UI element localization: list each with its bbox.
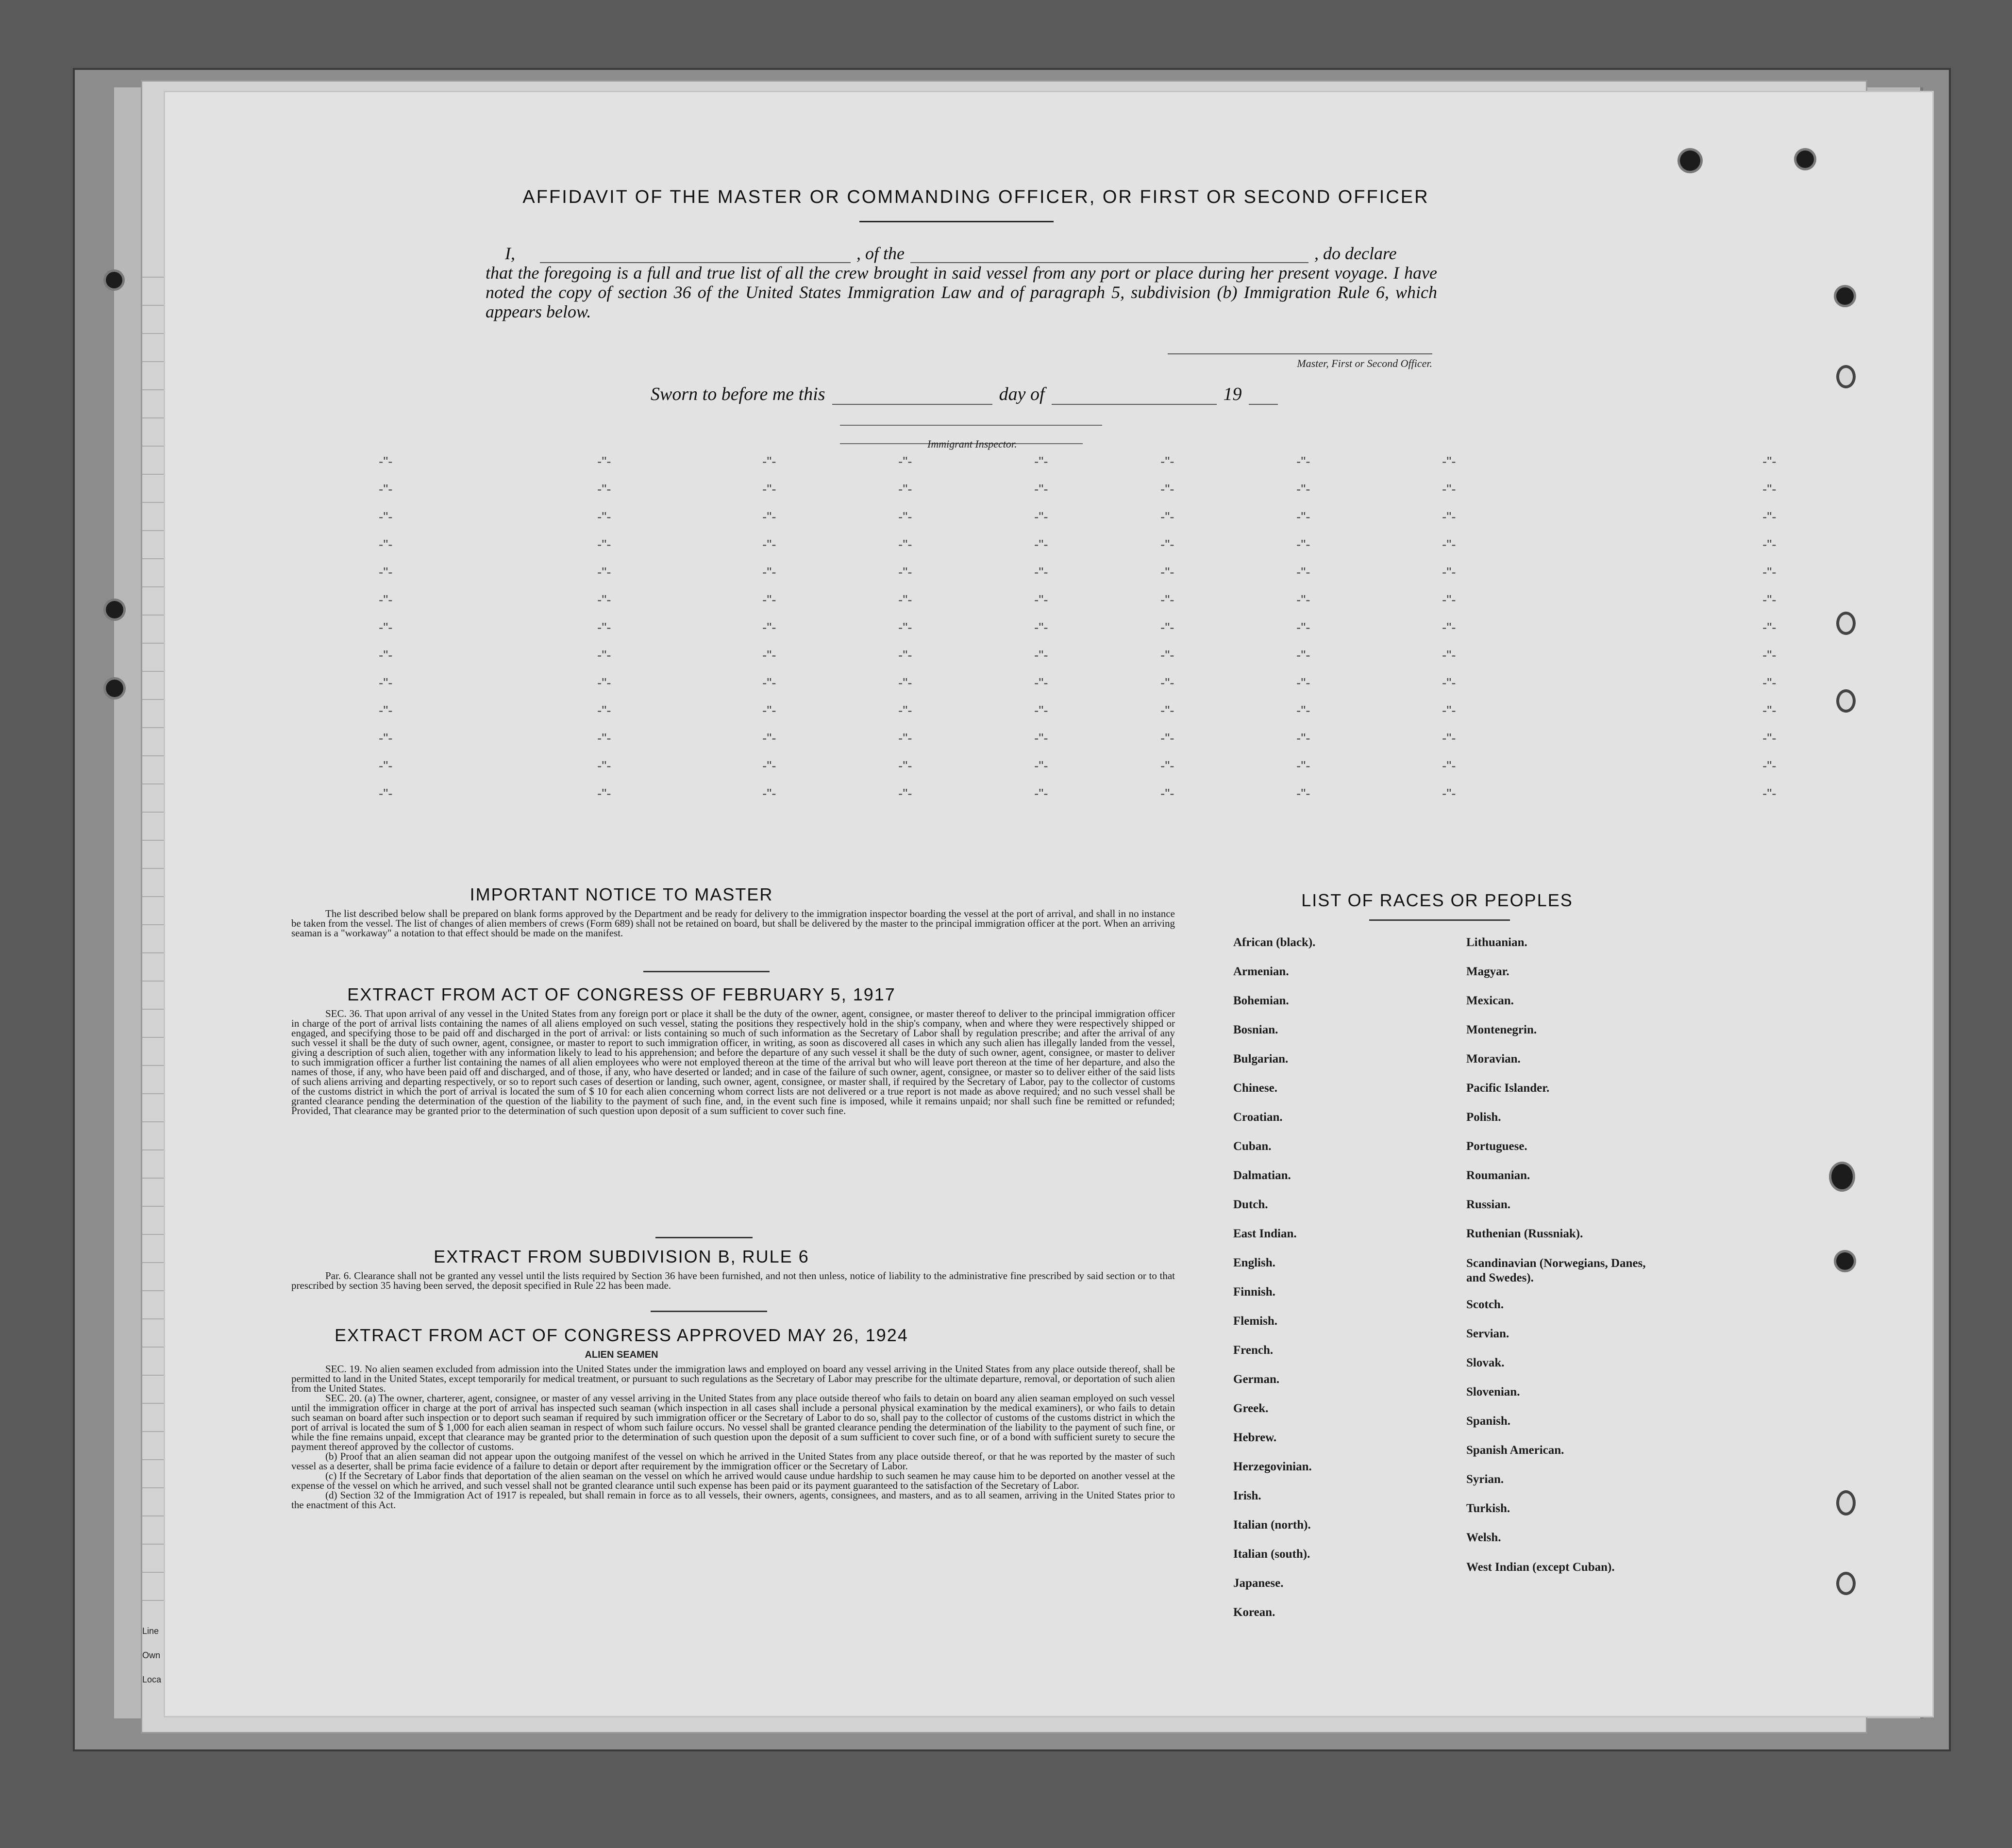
notice-paragraph: The list described below shall be prepared on blank forms approved by the Department and be ready for delivery to the immigration inspector boarding the vessel at the port of arrival, and shall in no instance be taken from the vessel. The list of changes of alien members of crews (Form 689) shall not be retained on board, but shall be delivered by the master to the principal immigration officer at the port. When an arriving seaman is a "workaway" a notation to that effect should be made on the manifest. xyxy=(291,908,1175,939)
race-item: Portuguese. xyxy=(1466,1140,1527,1153)
ditto-mark: -"- xyxy=(1296,786,1310,801)
ditto-mark: -"- xyxy=(762,454,776,469)
ditto-mark: -"- xyxy=(597,648,611,663)
strip-row-line xyxy=(142,389,167,390)
ditto-mark: -"- xyxy=(379,620,393,635)
extract-1924-para-4: (c) If the Secretary of Labor finds that deportation of the alien seaman on the vessel on which he arrived would cause undue hardship to such seamen he may cause him to be deported on another vessel at the expense of the vessel on which he arrived, and such vessel shall not be granted clearance until such expense has been paid or its payment guaranteed to the satisfaction of the Secretary of Labor. xyxy=(291,1470,1175,1491)
race-item: Armenian. xyxy=(1233,965,1289,978)
extract-1924-title: EXTRACT FROM ACT OF CONGRESS APPROVED MAY 26, 1924 xyxy=(335,1325,908,1345)
race-item: Chinese. xyxy=(1233,1082,1277,1095)
ditto-mark: -"- xyxy=(1762,482,1777,497)
extract-1917-title: EXTRACT FROM ACT OF CONGRESS OF FEBRUARY 5, 1917 xyxy=(347,984,896,1004)
strip-row-line xyxy=(142,446,167,447)
race-item: Welsh. xyxy=(1466,1531,1501,1544)
margin-location-label: Loca xyxy=(142,1675,162,1684)
ditto-mark: -"- xyxy=(1762,675,1777,690)
ditto-mark: -"- xyxy=(1296,731,1310,746)
ditto-mark: -"- xyxy=(1762,786,1777,801)
ditto-mark: -"- xyxy=(597,537,611,552)
ditto-mark: -"- xyxy=(1296,758,1310,773)
ditto-mark: -"- xyxy=(1442,537,1456,552)
strip-row-line xyxy=(142,1459,167,1460)
ditto-mark: -"- xyxy=(1160,731,1174,746)
ditto-mark: -"- xyxy=(898,675,912,690)
ditto-mark: -"- xyxy=(597,509,611,524)
ditto-mark: -"- xyxy=(1296,454,1310,469)
races-title: LIST OF RACES OR PEOPLES xyxy=(1301,890,1573,910)
inspector-label: Immigrant Inspector. xyxy=(927,438,1017,450)
race-item: Montenegrin. xyxy=(1466,1023,1537,1036)
race-item: Lithuanian. xyxy=(1466,936,1527,949)
punch-hole-ring xyxy=(1836,612,1856,635)
punch-hole xyxy=(1680,150,1700,171)
ditto-mark: -"- xyxy=(597,731,611,746)
ditto-mark: -"- xyxy=(597,703,611,718)
strip-row-line xyxy=(142,1487,167,1488)
ditto-mark: -"- xyxy=(898,758,912,773)
punch-hole xyxy=(106,272,122,288)
ditto-mark: -"- xyxy=(1034,620,1048,635)
race-item: Italian (north). xyxy=(1233,1518,1311,1532)
ditto-mark: -"- xyxy=(1034,648,1048,663)
strip-row-line xyxy=(142,1347,167,1348)
race-item: Syrian. xyxy=(1466,1473,1504,1486)
ditto-mark: -"- xyxy=(762,731,776,746)
signature-label: Master, First or Second Officer. xyxy=(1297,357,1432,369)
strip-row-line xyxy=(142,1206,167,1207)
extract-1924-para-5: (d) Section 32 of the Immigration Act of 1917 is repealed, but shall remain in force as to all vessels, their owners, agents, consignees, and masters, and as to all seamen, arriving in the United States prior to the enactment of this Act. xyxy=(291,1489,1175,1511)
ditto-mark: -"- xyxy=(898,786,912,801)
strip-row-line xyxy=(142,615,167,616)
race-item: Dutch. xyxy=(1233,1198,1268,1211)
strip-row-line xyxy=(142,1178,167,1179)
ditto-mark: -"- xyxy=(898,565,912,580)
ditto-mark: -"- xyxy=(1160,786,1174,801)
ditto-mark: -"- xyxy=(1160,509,1174,524)
ditto-mark: -"- xyxy=(1762,731,1777,746)
ditto-mark: -"- xyxy=(379,675,393,690)
extract-1924-para-1: SEC. 19. No alien seamen excluded from admission into the United States under the immigration laws and employed on board any vessel arriving in the United States from any place outside thereof, shall be permitted to land in the United States, except temporarily for medical treatment, or pursuant to such regulations as the Secretary of Labor may prescribe for the ultimate departure, removal, or deportation of such alien from the United States. xyxy=(291,1363,1175,1394)
ditto-mark: -"- xyxy=(1160,482,1174,497)
ditto-mark: -"- xyxy=(762,786,776,801)
ditto-mark: -"- xyxy=(379,565,393,580)
year-prefix: 19 xyxy=(1223,384,1242,404)
ditto-mark: -"- xyxy=(1442,703,1456,718)
ditto-mark: -"- xyxy=(379,537,393,552)
ditto-mark: -"- xyxy=(1034,537,1048,552)
affidavit-do-declare: , do declare xyxy=(1314,244,1397,263)
strip-row-line xyxy=(142,671,167,672)
strip-row-line xyxy=(142,1572,167,1573)
ditto-mark: -"- xyxy=(597,620,611,635)
race-item: West Indian (except Cuban). xyxy=(1466,1561,1615,1574)
ditto-mark: -"- xyxy=(1034,786,1048,801)
strip-row-line xyxy=(142,755,167,756)
ditto-mark: -"- xyxy=(597,482,611,497)
strip-row-line xyxy=(142,333,167,334)
ditto-mark: -"- xyxy=(1442,786,1456,801)
ditto-mark: -"- xyxy=(1160,565,1174,580)
race-item: Korean. xyxy=(1233,1606,1275,1619)
strip-row-line xyxy=(142,1544,167,1545)
strip-row-line xyxy=(142,1431,167,1432)
strip-row-line xyxy=(142,812,167,813)
ditto-mark: -"- xyxy=(1442,482,1456,497)
ditto-mark: -"- xyxy=(1034,675,1048,690)
strip-row-line xyxy=(142,1262,167,1263)
race-item: Irish. xyxy=(1233,1489,1261,1502)
extract-1917-rule xyxy=(655,1237,753,1238)
strip-row-line xyxy=(142,1037,167,1038)
punch-hole xyxy=(106,601,123,618)
strip-row-line xyxy=(142,277,167,278)
race-item: Slovenian. xyxy=(1466,1385,1520,1398)
ditto-mark: -"- xyxy=(379,592,393,607)
ditto-mark: -"- xyxy=(597,675,611,690)
ditto-mark: -"- xyxy=(1762,758,1777,773)
margin-line-label: Line xyxy=(142,1626,159,1636)
ditto-mark: -"- xyxy=(1442,675,1456,690)
strip-row-line xyxy=(142,643,167,644)
inspector-line-1 xyxy=(840,425,1102,426)
ditto-mark: -"- xyxy=(1762,592,1777,607)
race-item: Cuban. xyxy=(1233,1140,1272,1153)
sworn-line xyxy=(651,383,1278,405)
ditto-mark: -"- xyxy=(1296,565,1310,580)
ditto-mark: -"- xyxy=(1296,703,1310,718)
strip-row-line xyxy=(142,305,167,306)
ditto-mark: -"- xyxy=(379,509,393,524)
race-item: Ruthenian (Russniak). xyxy=(1466,1227,1583,1240)
year-blank xyxy=(1249,390,1278,405)
punch-hole xyxy=(106,680,123,697)
ditto-mark: -"- xyxy=(762,648,776,663)
strip-row-line xyxy=(142,1318,167,1319)
form-page xyxy=(165,92,1932,1716)
race-item: Roumanian. xyxy=(1466,1169,1530,1182)
ditto-mark: -"- xyxy=(762,703,776,718)
ditto-mark: -"- xyxy=(762,675,776,690)
punch-hole xyxy=(1836,287,1854,305)
strip-row-line xyxy=(142,1600,167,1601)
race-item: Spanish. xyxy=(1466,1415,1511,1428)
race-item: Mexican. xyxy=(1466,994,1514,1007)
ditto-mark: -"- xyxy=(1442,565,1456,580)
ditto-mark: -"- xyxy=(898,482,912,497)
race-item: Bosnian. xyxy=(1233,1023,1278,1036)
extract-1917-text xyxy=(291,1009,1175,1115)
ditto-mark: -"- xyxy=(898,620,912,635)
ditto-mark: -"- xyxy=(762,620,776,635)
notice-text xyxy=(291,909,1175,938)
ditto-mark: -"- xyxy=(379,454,393,469)
ditto-mark: -"- xyxy=(1160,592,1174,607)
strip-row-line xyxy=(142,1009,167,1010)
race-item: Finnish. xyxy=(1233,1285,1275,1299)
ditto-mark: -"- xyxy=(1160,454,1174,469)
notice-title: IMPORTANT NOTICE TO MASTER xyxy=(469,884,773,904)
strip-row-line xyxy=(142,952,167,953)
ditto-mark: -"- xyxy=(1034,454,1048,469)
race-item: Hebrew. xyxy=(1233,1431,1277,1444)
race-item: Scandinavian (Norwegians, Danes, and Swedes). xyxy=(1466,1257,1646,1284)
ditto-mark: -"- xyxy=(379,758,393,773)
ditto-mark: -"- xyxy=(379,703,393,718)
race-item: Greek. xyxy=(1233,1402,1269,1415)
affidavit-title-rule xyxy=(859,221,1054,222)
underlying-page-strip xyxy=(141,277,167,1709)
strip-row-line xyxy=(142,586,167,587)
ditto-mark: -"- xyxy=(1762,454,1777,469)
race-item: African (black). xyxy=(1233,936,1316,949)
race-item: German. xyxy=(1233,1373,1280,1386)
ditto-mark: -"- xyxy=(1442,648,1456,663)
race-item: Bohemian. xyxy=(1233,994,1289,1007)
ditto-mark: -"- xyxy=(762,758,776,773)
ditto-mark: -"- xyxy=(1442,509,1456,524)
race-item: Flemish. xyxy=(1233,1315,1277,1328)
ditto-mark: -"- xyxy=(762,592,776,607)
ditto-mark: -"- xyxy=(379,648,393,663)
ditto-mark: -"- xyxy=(597,592,611,607)
race-item: Bulgarian. xyxy=(1233,1052,1289,1066)
ditto-mark: -"- xyxy=(1762,537,1777,552)
strip-row-line xyxy=(142,1403,167,1404)
affidavit-title: AFFIDAVIT OF THE MASTER OR COMMANDING OFFICER, OR FIRST OR SECOND OFFICER xyxy=(522,187,1429,207)
race-item: Japanese. xyxy=(1233,1577,1284,1590)
vessel-name-blank xyxy=(910,248,1308,263)
strip-row-line xyxy=(142,1121,167,1122)
ditto-mark: -"- xyxy=(1442,592,1456,607)
ditto-mark: -"- xyxy=(1442,454,1456,469)
ditto-mark: -"- xyxy=(1296,620,1310,635)
affidavit-text: that the foregoing is a full and true list of all the crew brought in said vessel from any port or place during her present voyage. I have noted the copy of section 36 of the United States Immigration Law and of paragraph 5, subdivision (b) Immigration Rule 6, which appears below. xyxy=(486,263,1437,321)
strip-row-line xyxy=(142,924,167,925)
ditto-mark: -"- xyxy=(762,482,776,497)
strip-row-line xyxy=(142,1375,167,1376)
race-item: East Indian. xyxy=(1233,1227,1297,1240)
ditto-mark: -"- xyxy=(379,731,393,746)
ditto-mark: -"- xyxy=(597,454,611,469)
day-of-text: day of xyxy=(999,384,1045,404)
strip-row-line xyxy=(142,417,167,418)
race-item: Moravian. xyxy=(1466,1052,1521,1066)
ditto-mark: -"- xyxy=(1034,703,1048,718)
ditto-mark: -"- xyxy=(1296,675,1310,690)
ditto-mark: -"- xyxy=(1762,509,1777,524)
sworn-text: Sworn to before me this xyxy=(651,384,825,404)
extract-1917-paragraph: SEC. 36. That upon arrival of any vessel in the United States from any foreign port or place it shall be the duty of the owner, agent, consignee, or master thereof to deliver to the principal immigration officer in charge of the port of arrival lists containing the names of all aliens employed on such vessel, stating the positions they respectively hold in the ship's company, when and where they were respectively shipped or engaged, and specifying those to be paid off and discharged in the port of arrival: or lists containing so much of such information as the Secretary of Labor shall by regulation prescribe; and after the arrival of any such vessel it shall be the duty of such owner, agent, consignee, or master to report to such immigration officer, in writing, as soon as discovered all cases in which any such alien has illegally landed from the vessel, giving a description of such alien, together with any information likely to lead to his apprehension; and before the departure of any such vessel it shall be the duty of such owner, agent, consignee, or master to deliver to such immigration officer a further list containing the names of all alien employees who were not employed thereon at the time of the arrival but who will leave port thereon at the time of her departure, and also the names of those, if any, who have been paid off and discharged, and of those, if any, who have deserted or landed; and in case of the failure of such owner, agent, consignee, or master so to deliver either of the said lists of such aliens arriving and departing respectively, or so to report such cases of desertion or landing, such owner, agent, consignee, or master shall, if required by the Secretary of Labor, pay to the collector of customs of the customs district in which the port of arrival is located the sum of $ 10 for each alien concerning whom correct lists are not delivered or a true report is not made as above required; and no such vessel shall be granted clearance pending the determination of the question of the liability to the payment of such fine, and, in the event such fine is imposed, while it remains unpaid; nor shall such fine be remitted or refunded; Provided, That clearance may be granted prior to the determination of such question upon deposit of a sum sufficient to cover such fine. xyxy=(291,1008,1175,1116)
race-item: Croatian. xyxy=(1233,1111,1283,1124)
ditto-mark: -"- xyxy=(1296,482,1310,497)
punch-hole-ring xyxy=(1836,1572,1856,1595)
ditto-mark: -"- xyxy=(1442,758,1456,773)
race-item: Pacific Islander. xyxy=(1466,1082,1550,1095)
punch-hole-ring xyxy=(1836,689,1856,713)
race-item: French. xyxy=(1233,1344,1274,1357)
ditto-mark: -"- xyxy=(1296,509,1310,524)
ditto-mark: -"- xyxy=(1442,620,1456,635)
ditto-mark: -"- xyxy=(1442,731,1456,746)
ditto-mark: -"- xyxy=(762,509,776,524)
ditto-mark: -"- xyxy=(898,731,912,746)
extract-1924-text xyxy=(291,1364,1175,1510)
ditto-mark: -"- xyxy=(898,454,912,469)
extract-rule6-rule xyxy=(651,1311,767,1312)
strip-row-line xyxy=(142,1234,167,1235)
ditto-mark: -"- xyxy=(1296,648,1310,663)
races-right-column xyxy=(1466,936,1656,1602)
ditto-mark: -"- xyxy=(597,758,611,773)
alien-seamen-subtitle: ALIEN SEAMEN xyxy=(585,1349,658,1360)
extract-rule6-text xyxy=(291,1271,1175,1290)
margin-owner-label: Own xyxy=(142,1650,161,1660)
ditto-mark: -"- xyxy=(762,537,776,552)
extract-rule6-paragraph: Par. 6. Clearance shall not be granted any vessel until the lists required by Section 36 have been furnished, and not then unless, notice of liability to the administrative fine prescribed by said section or to that prescribed by section 35 having been served, the deposit specified in Rule 22 has been made. xyxy=(291,1270,1175,1291)
affidavit-of-the: , of the xyxy=(856,244,905,263)
strip-row-line xyxy=(142,361,167,362)
race-item: Italian (south). xyxy=(1233,1548,1310,1561)
strip-row-line xyxy=(142,727,167,728)
ditto-mark: -"- xyxy=(1296,592,1310,607)
race-item: Herzegovinian. xyxy=(1233,1460,1312,1473)
extract-rule6-title: EXTRACT FROM SUBDIVISION B, RULE 6 xyxy=(434,1247,809,1266)
affidavit-i: I, xyxy=(505,244,515,263)
notice-rule xyxy=(643,971,770,972)
ditto-mark: -"- xyxy=(1296,537,1310,552)
strip-row-line xyxy=(142,896,167,897)
ditto-mark: -"- xyxy=(1762,620,1777,635)
punch-hole xyxy=(1836,1252,1854,1270)
ditto-mark: -"- xyxy=(1034,509,1048,524)
ditto-mark: -"- xyxy=(379,786,393,801)
punch-hole xyxy=(1796,150,1814,168)
race-item: Scotch. xyxy=(1466,1298,1504,1311)
strip-row-line xyxy=(142,699,167,700)
punch-hole-ring xyxy=(1836,365,1856,388)
strip-row-line xyxy=(142,783,167,784)
ditto-mark: -"- xyxy=(898,648,912,663)
strip-row-line xyxy=(142,1515,167,1516)
strip-row-line xyxy=(142,868,167,869)
ditto-mark: -"- xyxy=(597,786,611,801)
ditto-mark: -"- xyxy=(379,482,393,497)
strip-row-line xyxy=(142,1290,167,1291)
races-left-column xyxy=(1233,936,1437,1635)
ditto-mark: -"- xyxy=(1160,537,1174,552)
extract-1924-para-3: (b) Proof that an alien seaman did not appear upon the outgoing manifest of the vessel on which he arrived in the United States from any place outside thereof, or that he was reported by the master of such vessel as a deserter, shall be prima facie evidence of a failure to detain or deport after requirement by the immigration officer or the Secretary of Labor. xyxy=(291,1450,1175,1472)
extract-1924-para-2: SEC. 20. (a) The owner, charterer, agent, consignee, or master of any vessel arriving in the United States from any place outside thereof who fails to detain on board any alien seaman employed on such vessel until the immigration officer in charge at the port of arrival has inspected such seaman (which inspection in all cases shall include a personal physical examination by the medical examiners), or who fails to detain such seaman on board after such inspection or to deport such seaman if required by such immigration officer or the Secretary of Labor to do so, shall pay to the collector of customs of the customs district in which the port of arrival is located the sum of $ 1,000 for each alien seaman in respect of whom such failure occurs. No vessel shall be granted clearance pending the determination of the liability to the payment of such fine, or while the fine remains unpaid, except that clearance may be granted prior to the determination of such question upon the deposit of a sum sufficient to cover such fine, or of a bond with sufficient surety to secure the payment thereof approved by the collector of customs. xyxy=(291,1392,1175,1452)
ditto-mark: -"- xyxy=(1762,648,1777,663)
race-item: Turkish. xyxy=(1466,1502,1510,1515)
affidavit-declaration-line xyxy=(486,244,1437,263)
ditto-mark: -"- xyxy=(898,592,912,607)
race-item: Russian. xyxy=(1466,1198,1511,1211)
ditto-mark: -"- xyxy=(1762,703,1777,718)
punch-hole xyxy=(1831,1164,1853,1189)
strip-row-line xyxy=(142,502,167,503)
ditto-mark: -"- xyxy=(1762,565,1777,580)
ditto-mark: -"- xyxy=(1160,675,1174,690)
race-item: English. xyxy=(1233,1256,1275,1269)
ditto-mark: -"- xyxy=(1034,758,1048,773)
strip-row-line xyxy=(142,840,167,841)
signature-line xyxy=(1168,353,1432,354)
ditto-mark: -"- xyxy=(1034,565,1048,580)
strip-row-line xyxy=(142,981,167,982)
master-name-blank xyxy=(540,248,851,263)
ditto-mark: -"- xyxy=(597,565,611,580)
ditto-mark: -"- xyxy=(1160,620,1174,635)
race-item: Slovak. xyxy=(1466,1356,1505,1369)
ditto-mark: -"- xyxy=(1160,703,1174,718)
ditto-mark: -"- xyxy=(1034,731,1048,746)
strip-row-line xyxy=(142,1093,167,1094)
ditto-mark: -"- xyxy=(1034,482,1048,497)
day-blank xyxy=(832,390,992,405)
strip-row-line xyxy=(142,558,167,559)
ditto-mark: -"- xyxy=(1034,592,1048,607)
ditto-mark: -"- xyxy=(898,509,912,524)
race-item: Servian. xyxy=(1466,1327,1509,1340)
affidavit-body xyxy=(486,244,1437,321)
race-item: Spanish American. xyxy=(1466,1444,1564,1457)
strip-row-line xyxy=(142,530,167,531)
ditto-mark: -"- xyxy=(1160,758,1174,773)
races-title-rule xyxy=(1369,919,1510,921)
strip-row-line xyxy=(142,1065,167,1066)
month-blank xyxy=(1052,390,1217,405)
ditto-mark: -"- xyxy=(1160,648,1174,663)
race-item: Dalmatian. xyxy=(1233,1169,1291,1182)
strip-row-line xyxy=(142,1149,167,1150)
ditto-mark: -"- xyxy=(762,565,776,580)
ditto-mark: -"- xyxy=(898,703,912,718)
punch-hole-ring xyxy=(1836,1490,1856,1515)
ditto-mark: -"- xyxy=(898,537,912,552)
strip-row-line xyxy=(142,474,167,475)
race-item: Polish. xyxy=(1466,1111,1501,1124)
race-item: Magyar. xyxy=(1466,965,1509,978)
